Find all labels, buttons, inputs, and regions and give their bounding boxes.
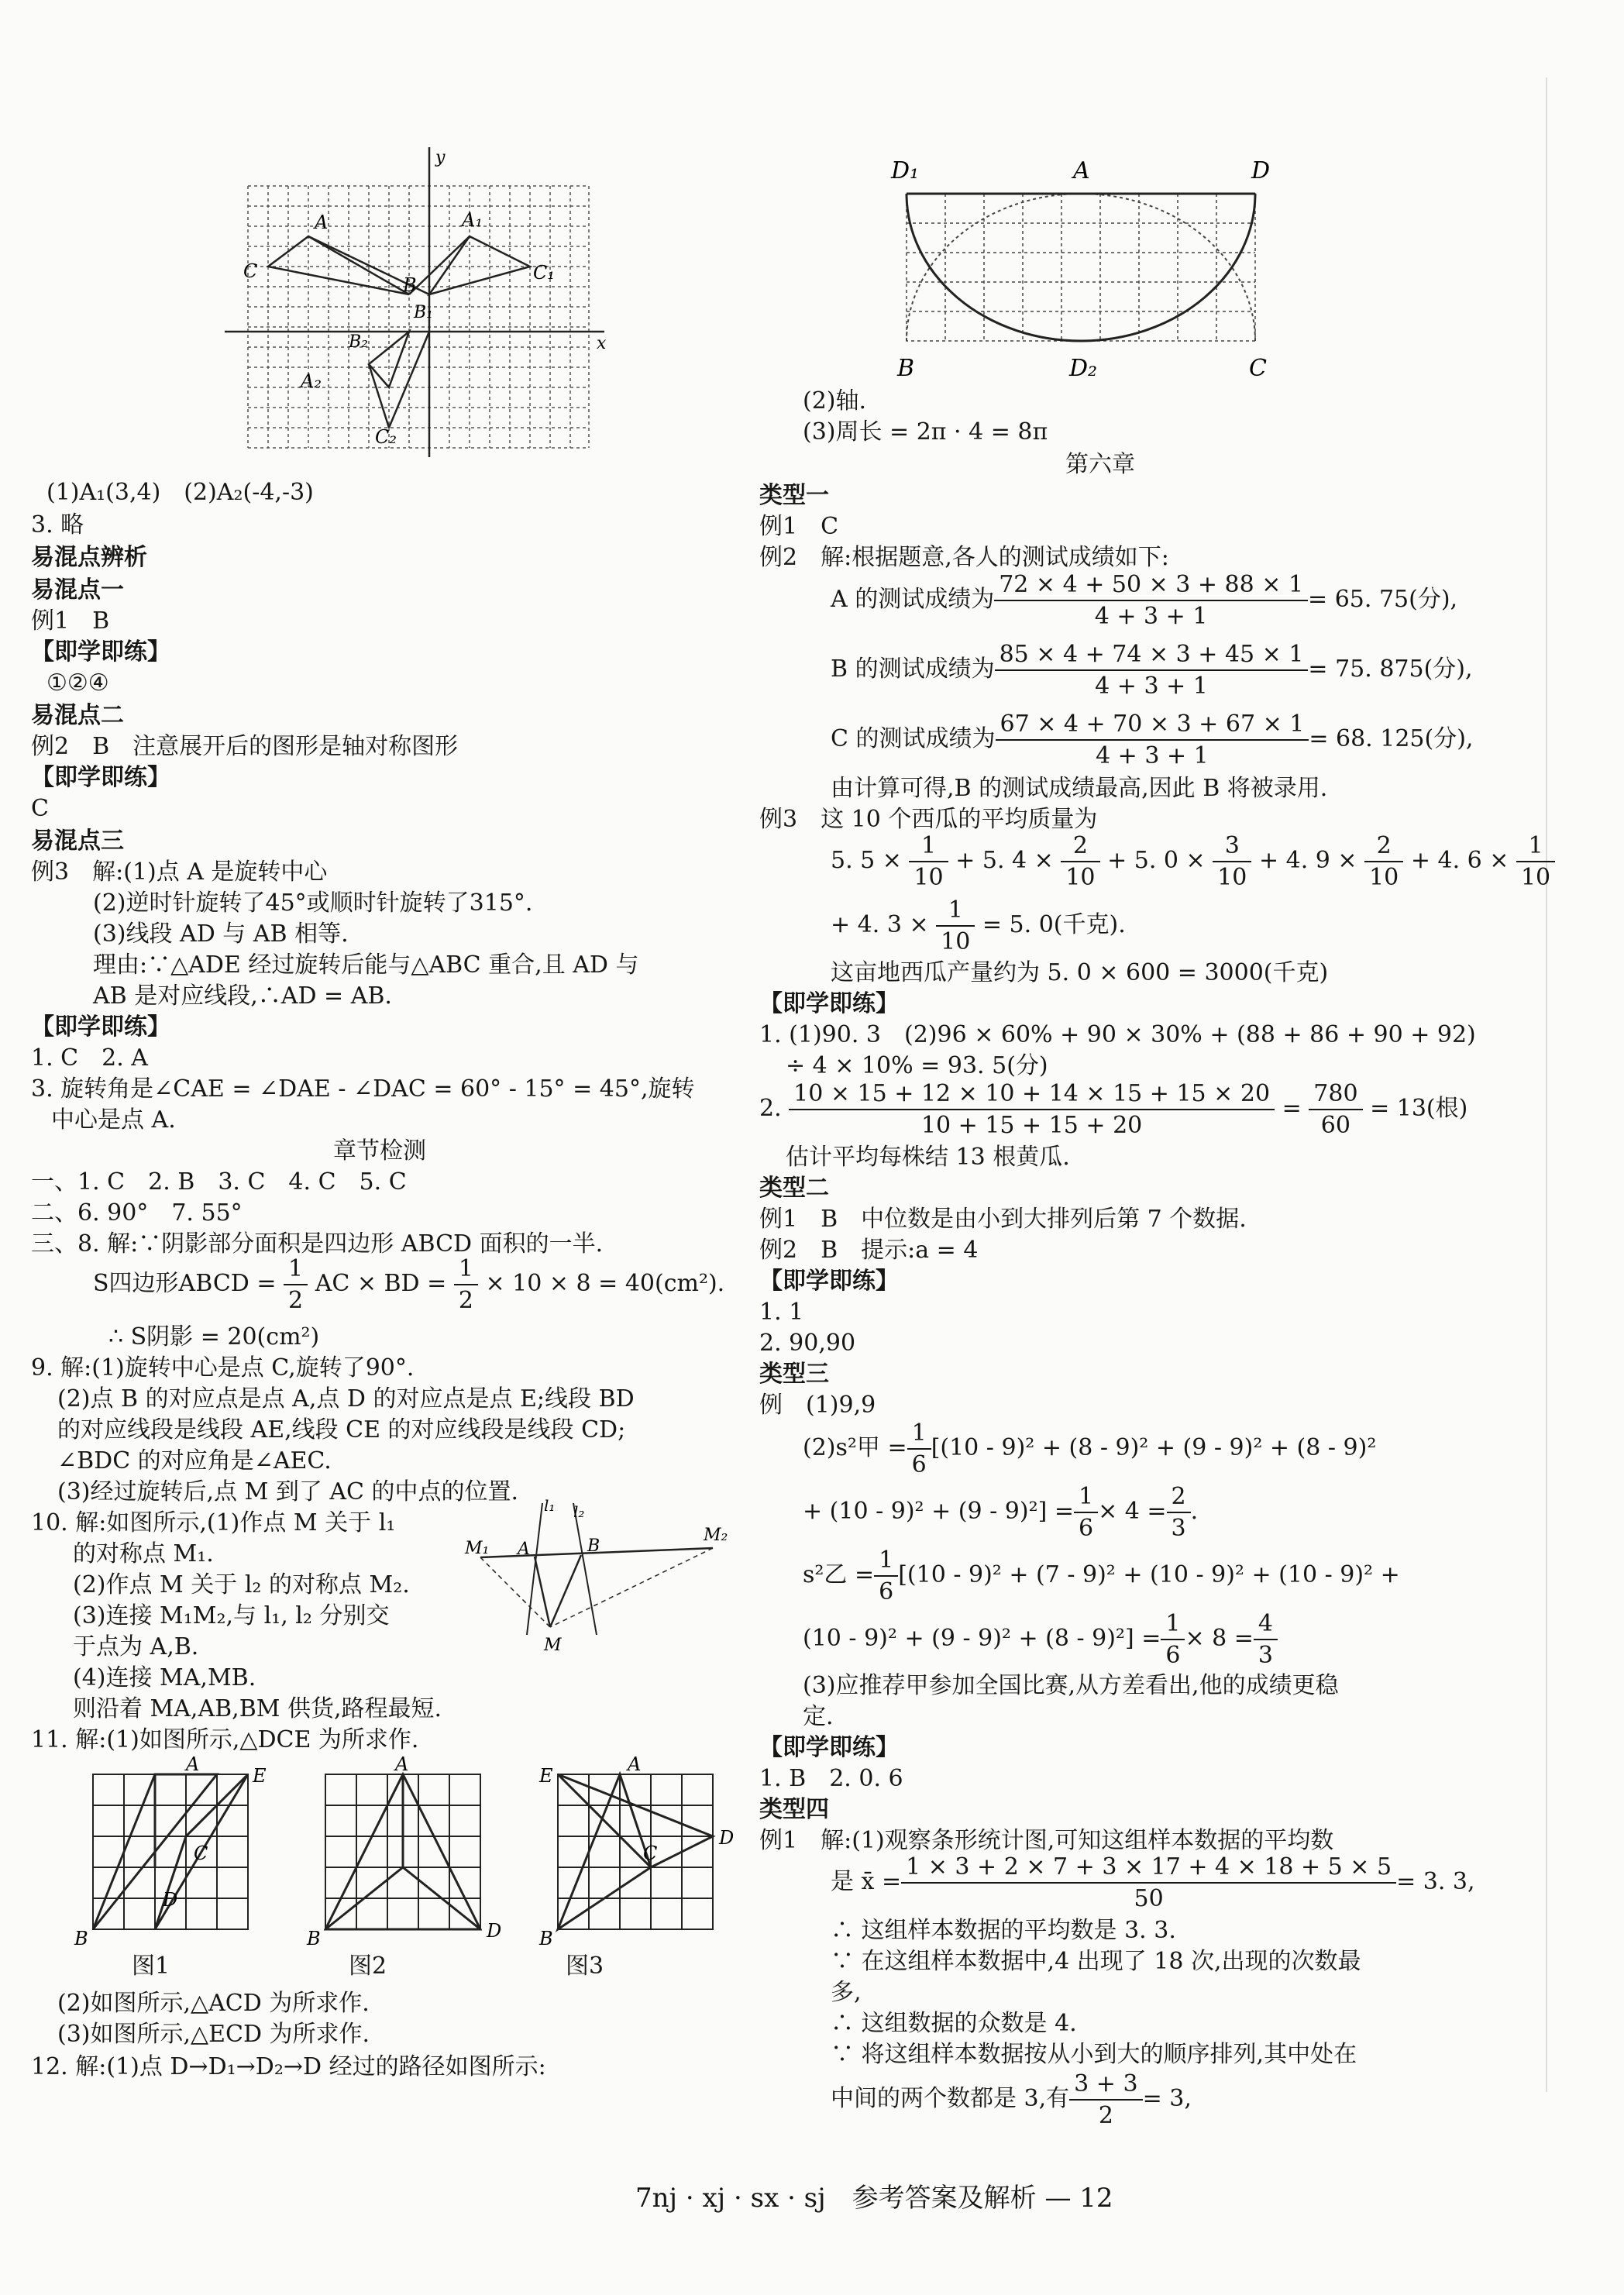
label-c: C: [194, 1843, 208, 1864]
line: 的对应线段是线段 AE,线段 CE 的对应线段是线段 CD;: [57, 1416, 626, 1443]
label-b: B: [307, 1928, 321, 1949]
section-heading: 【即学即练】: [759, 1268, 899, 1295]
mean-formula: 是 x̄ = $\frac{1 \times 3 + 2 \times 7 + 3 \times 17 + 4 \times 18 + 5 \times 5}{50}$ = 3. 3,: [831, 1853, 1475, 1912]
variance-a-line1: (2)s²甲 = $\frac{1}{6}$ [(10 - 9)² + (8 - 9)² + (9 - 9)² + (8 - 9)²: [803, 1419, 1377, 1478]
line: 中心是点 A.: [51, 1106, 176, 1134]
label-d1: D₁: [891, 157, 920, 184]
section-heading: 易混点三: [31, 828, 124, 855]
line: 11. 解:(1)如图所示,△DCE 为所求作.: [31, 1726, 419, 1753]
label-b: B: [587, 1536, 600, 1556]
label-d: D: [719, 1827, 735, 1849]
line: 1. B 2. 0. 6: [759, 1765, 903, 1792]
line: (3)线段 AD 与 AB 相等.: [93, 920, 349, 948]
label-b: B: [403, 274, 417, 296]
label-a: A: [315, 212, 329, 233]
line: 于点为 A,B.: [73, 1633, 199, 1660]
line: 1. (1)90. 3 (2)96 × 60% + 90 × 30% + (88 + 86 + 90 + 92): [759, 1021, 1476, 1048]
line: 例1 解:(1)观察条形统计图,可知这组样本数据的平均数: [759, 1827, 1334, 1854]
line: 例3 解:(1)点 A 是旋转中心: [31, 858, 328, 886]
rotation-grid-figures: [70, 1751, 736, 1953]
label-m1: M₁: [465, 1539, 490, 1558]
line: ∠BDC 的对应角是∠AEC.: [57, 1447, 332, 1474]
label-e: E: [253, 1765, 267, 1787]
line: 3. 旋转角是∠CAE = ∠DAE - ∠DAC = 60° - 15° = 45°,旋转: [31, 1075, 695, 1103]
section-title: 章节检测: [333, 1137, 426, 1165]
label-b1: B₁: [414, 303, 433, 322]
line: 1. 1: [759, 1299, 804, 1326]
line: (3)如图所示,△ECD 为所求作.: [57, 2021, 370, 2048]
label-a: A: [395, 1753, 409, 1775]
label-b2: B₂: [349, 332, 368, 352]
line: 12. 解:(1)点 D→D₁→D₂→D 经过的路径如图所示:: [31, 2053, 546, 2080]
section-heading: 易混点辨析: [31, 544, 147, 571]
label-m2: M₂: [704, 1526, 728, 1545]
line: (3)周长 = 2π · 4 = 8π: [803, 418, 1048, 446]
line: 例 (1)9,9: [759, 1392, 876, 1419]
label-l1: l₁: [544, 1496, 556, 1515]
line: ①②④: [46, 669, 109, 697]
score-b-formula: B 的测试成绩为 $\frac{85 \times 4 + 74 \times 3 + 45 \times 1}{4 + 3 + 1}$ = 75. 875(分),: [831, 641, 1473, 700]
line: 二、6. 90° 7. 55°: [31, 1199, 243, 1227]
label-d: D: [1251, 157, 1271, 184]
figure-caption: 图3: [566, 1953, 604, 1980]
label-a: A: [628, 1753, 642, 1775]
line: (2)作点 M 关于 l₂ 的对称点 M₂.: [73, 1571, 410, 1598]
label-d: D: [163, 1889, 178, 1911]
label-c: C: [243, 260, 258, 282]
weight-formula-1: 5. 5 × $\frac{1}{10}$ + 5. 4 × $\frac{2}{10}$ + 5. 0 × $\frac{3}{10}$ + 4. 9 × $\frac{2}{10}$ + 4. 6 × $\frac{1}{10}$: [831, 831, 1555, 893]
section-heading: 【即学即练】: [31, 638, 170, 666]
chapter-title: 第六章: [1065, 451, 1135, 478]
median-formula: 中间的两个数都是 3,有 $\frac{3 + 3}{2}$ = 3,: [831, 2070, 1192, 2129]
section-heading: 【即学即练】: [31, 764, 170, 791]
line: ∵ 在这组样本数据中,4 出现了 18 次,出现的次数最: [831, 1948, 1361, 1975]
line: ∴ S阴影 = 20(cm²): [108, 1323, 320, 1351]
section-heading: 类型一: [759, 482, 829, 509]
label-a2: A₂: [301, 370, 322, 392]
line: 估计平均每株结 13 根黄瓜.: [786, 1144, 1070, 1171]
variance-b-line1: s²乙 = $\frac{1}{6}$ [(10 - 9)² + (7 - 9)² + (10 - 9)² + (10 - 9)² +: [803, 1547, 1400, 1605]
section-heading: 【即学即练】: [759, 1734, 899, 1761]
label-d2: D₂: [1069, 355, 1098, 382]
section-heading: 易混点二: [31, 702, 124, 729]
line: 一、1. C 2. B 3. C 4. C 5. C: [31, 1168, 407, 1196]
line: ∴ 这组数据的众数是 4.: [831, 2010, 1077, 2037]
arc-path-figure: [860, 147, 1294, 395]
figure-caption: 图2: [349, 1953, 387, 1980]
page-edge-line: [1546, 77, 1547, 2092]
line: (1)A₁(3,4) (2)A₂(-4,-3): [46, 479, 314, 506]
section-heading: 易混点一: [31, 576, 124, 604]
line: (4)连接 MA,MB.: [73, 1664, 256, 1691]
label-l2: l₂: [573, 1502, 585, 1521]
line: (2)如图所示,△ACD 为所求作.: [57, 1990, 370, 2017]
line: 例1 C: [759, 513, 839, 540]
y-axis-label: y: [435, 148, 446, 167]
line: C: [31, 795, 49, 822]
line: 3. 略: [31, 511, 84, 538]
label-d: D: [487, 1920, 502, 1942]
line: (3)经过旋转后,点 M 到了 AC 的中点的位置.: [57, 1478, 519, 1505]
area-formula: S四边形ABCD = $\frac{1}{2}$ AC × BD = $\frac{1}{2}$ × 10 × 8 = 40(cm²).: [93, 1255, 725, 1314]
weight-formula-2: + 4. 3 × $\frac{1}{10}$ = 5. 0(千克).: [831, 896, 1126, 955]
line: AB 是对应线段,∴AD = AB.: [93, 982, 392, 1010]
line: 2. 90,90: [759, 1330, 856, 1357]
line: 例1 B 中位数是由小到大排列后第 7 个数据.: [759, 1206, 1247, 1233]
score-a-formula: A 的测试成绩为 $\frac{72 \times 4 + 50 \times 3 + 88 \times 1}{4 + 3 + 1}$ = 65. 75(分),: [831, 571, 1458, 630]
label-m: M: [544, 1636, 562, 1655]
line: (2)逆时针旋转了45°或顺时针旋转了315°.: [93, 889, 533, 917]
line: (2)点 B 的对应点是点 A,点 D 的对应点是点 E;线段 BD: [57, 1385, 635, 1412]
section-heading: 类型三: [759, 1361, 829, 1388]
label-b: B: [897, 355, 915, 382]
line: 由计算可得,B 的测试成绩最高,因此 B 将被录用.: [831, 775, 1328, 802]
line: 例2 B 注意展开后的图形是轴对称图形: [31, 733, 459, 760]
line: (2)轴.: [803, 387, 867, 415]
line: ∵ 将这组样本数据按从小到大的顺序排列,其中处在: [831, 2041, 1357, 2068]
label-a: A: [1073, 157, 1090, 184]
line: 1. C 2. A: [31, 1044, 148, 1072]
page-footer: 7nj · xj · sx · sj 参考答案及解析 — 12: [635, 2183, 1113, 2214]
section-heading: 类型四: [759, 1796, 829, 1823]
line: 理由:∵△ADE 经过旋转后能与△ABC 重合,且 AD 与: [93, 951, 639, 979]
section-heading: 【即学即练】: [759, 990, 899, 1017]
label-c2: C₂: [375, 426, 397, 448]
x-axis-label: x: [597, 334, 607, 353]
label-c: C: [1249, 355, 1267, 382]
line: 9. 解:(1)旋转中心是点 C,旋转了90°.: [31, 1354, 415, 1381]
line: ∴ 这组样本数据的平均数是 3. 3.: [831, 1917, 1176, 1944]
line: 10. 解:如图所示,(1)作点 M 关于 l₁: [31, 1509, 396, 1536]
line: (3)应推荐甲参加全国比赛,从方差看出,他的成绩更稳: [803, 1672, 1339, 1699]
line: 例3 这 10 个西瓜的平均质量为: [759, 806, 1098, 833]
label-e: E: [539, 1765, 553, 1787]
line: 的对称点 M₁.: [73, 1540, 214, 1567]
line: 定.: [803, 1703, 834, 1730]
figure-caption: 图1: [132, 1953, 170, 1980]
variance-b-line2: (10 - 9)² + (9 - 9)² + (8 - 9)²] = $\frac{1}{6}$ × 8 = $\frac{4}{3}$: [803, 1609, 1278, 1670]
section-heading: 类型二: [759, 1175, 829, 1202]
fraction: $\frac{1}{2}$: [284, 1254, 308, 1316]
line: 三、8. 解:∵阴影部分面积是四边形 ABCD 面积的一半.: [31, 1230, 604, 1258]
label-b: B: [74, 1928, 88, 1949]
line: 例2 B 提示:a = 4: [759, 1237, 979, 1264]
line: 这亩地西瓜产量约为 5. 0 × 600 = 3000(千克): [831, 959, 1329, 986]
shortest-path-figure: [457, 1495, 736, 1674]
section-heading: 【即学即练】: [31, 1013, 170, 1041]
score-c-formula: C 的测试成绩为 $\frac{67 \times 4 + 70 \times 3 + 67 \times 1}{4 + 3 + 1}$ = 68. 125(分),: [831, 711, 1474, 769]
line: ÷ 4 × 10% = 93. 5(分): [786, 1052, 1048, 1079]
line: (3)连接 M₁M₂,与 l₁, l₂ 分别交: [73, 1602, 390, 1629]
line: 例2 解:根据题意,各人的测试成绩如下:: [759, 544, 1169, 571]
label-a: A: [518, 1540, 530, 1559]
variance-a-line2: + (10 - 9)² + (9 - 9)²] = $\frac{1}{6}$ × 4 = $\frac{2}{3}$ .: [803, 1483, 1199, 1542]
cucumber-formula: 2. $\frac{10 \times 15 + 12 \times 10 + 14 \times 15 + 15 \times 20}{10 + 15 + 15 + 20}$ = $\frac{780}{60}$ = 13(根): [759, 1080, 1468, 1139]
fraction: $\frac{1}{2}$: [454, 1254, 478, 1316]
label-b: B: [539, 1928, 553, 1949]
line: 多,: [831, 1979, 862, 2006]
label-c1: C₁: [533, 262, 555, 284]
label-c: C: [643, 1843, 658, 1864]
label-a1: A₁: [462, 209, 483, 231]
line: 则沿着 MA,AB,BM 供货,路程最短.: [73, 1695, 442, 1722]
coordinate-grid-figure: [217, 139, 620, 465]
line: 例1 B: [31, 607, 110, 635]
label-a: A: [186, 1753, 200, 1775]
